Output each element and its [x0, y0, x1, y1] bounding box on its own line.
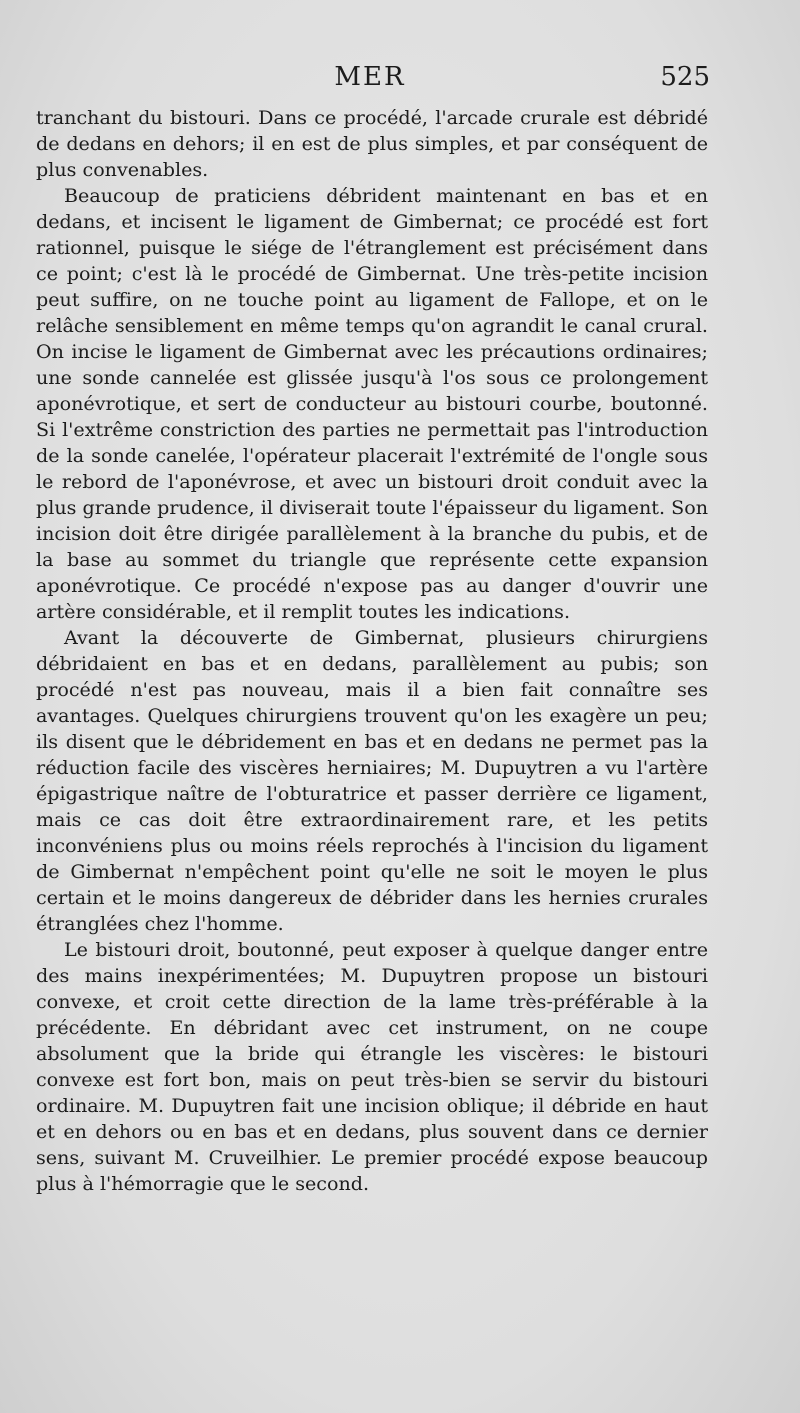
- body-text: [36, 105, 708, 1197]
- paragraph-continued: tranchant du bistouri. Dans ce procédé, l'arcade crurale est débridé de dedans en dehors; il en est de plus simples, et par conséquent de plus convenables.: [36, 106, 708, 181]
- page-number: 525: [660, 62, 710, 92]
- paragraph: Le bistouri droit, boutonné, peut exposer à quelque danger entre des mains inexpérimentées; M. Dupuytren propose un bistouri convexe, et croit cette direction de la lame très-préférable à la précédente. En débridant avec cet instrument, on ne coupe absolument que la bride qui étrangle les viscères: le bistouri convexe est fort bon, mais on peut très-bien se servir du bistouri ordinaire. M. Dupuytren fait une incision oblique; il débride en haut et en dehors ou en bas et en dedans, plus souvent dans ce dernier sens, suivant M. Cruveilhier. Le premier procédé expose beaucoup plus à l'hémorragie que le second.: [36, 938, 708, 1195]
- page-header: [0, 62, 800, 102]
- paragraph: Beaucoup de praticiens débrident maintenant en bas et en dedans, et incisent le ligament de Gimbernat; ce procédé est fort rationnel, puisque le siége de l'étranglement est précisément dans ce point; c'est là le procédé de Gimbernat. Une très-petite incision peut suffire, on ne touche point au ligament de Fallope, et on le relâche sensiblement en même temps qu'on agrandit le canal crural. On incise le ligament de Gimbernat avec les précautions ordinaires; une sonde cannelée est glissée jusqu'à l'os sous ce prolongement aponévrotique, et sert de conducteur au bistouri courbe, boutonné. Si l'extrême constriction des parties ne permettait pas l'introduction de la sonde canelée, l'opérateur placerait l'extrémité de l'ongle sous le rebord de l'aponévrose, et avec un bistouri droit conduit avec la plus grande prudence, il diviserait toute l'épaisseur du ligament. Son incision doit être dirigée parallèlement à la branche du pubis, et de la base au sommet du triangle que représente cette expansion aponévrotique. Ce procédé n'expose pas au danger d'ouvrir une artère considérable, et il remplit toutes les indications.: [36, 184, 708, 623]
- paragraph: Avant la découverte de Gimbernat, plusieurs chirurgiens débridaient en bas et en dedans, parallèlement au pubis; son procédé n'est pas nouveau, mais il a bien fait connaître ses avantages. Quelques chirurgiens trouvent qu'on les exagère un peu; ils disent que le débridement en bas et en dedans ne permet pas la réduction facile des viscères herniaires; M. Dupuytren a vu l'artère épigastrique naître de l'obturatrice et passer derrière ce ligament, mais ce cas doit être extraordinairement rare, et les petits inconvéniens plus ou moins réels reprochés à l'incision du ligament de Gimbernat n'empêchent point qu'elle ne soit le moyen le plus certain et le moins dangereux de débrider dans les hernies crurales étranglées chez l'homme.: [36, 626, 708, 935]
- running-head: MER: [334, 62, 406, 92]
